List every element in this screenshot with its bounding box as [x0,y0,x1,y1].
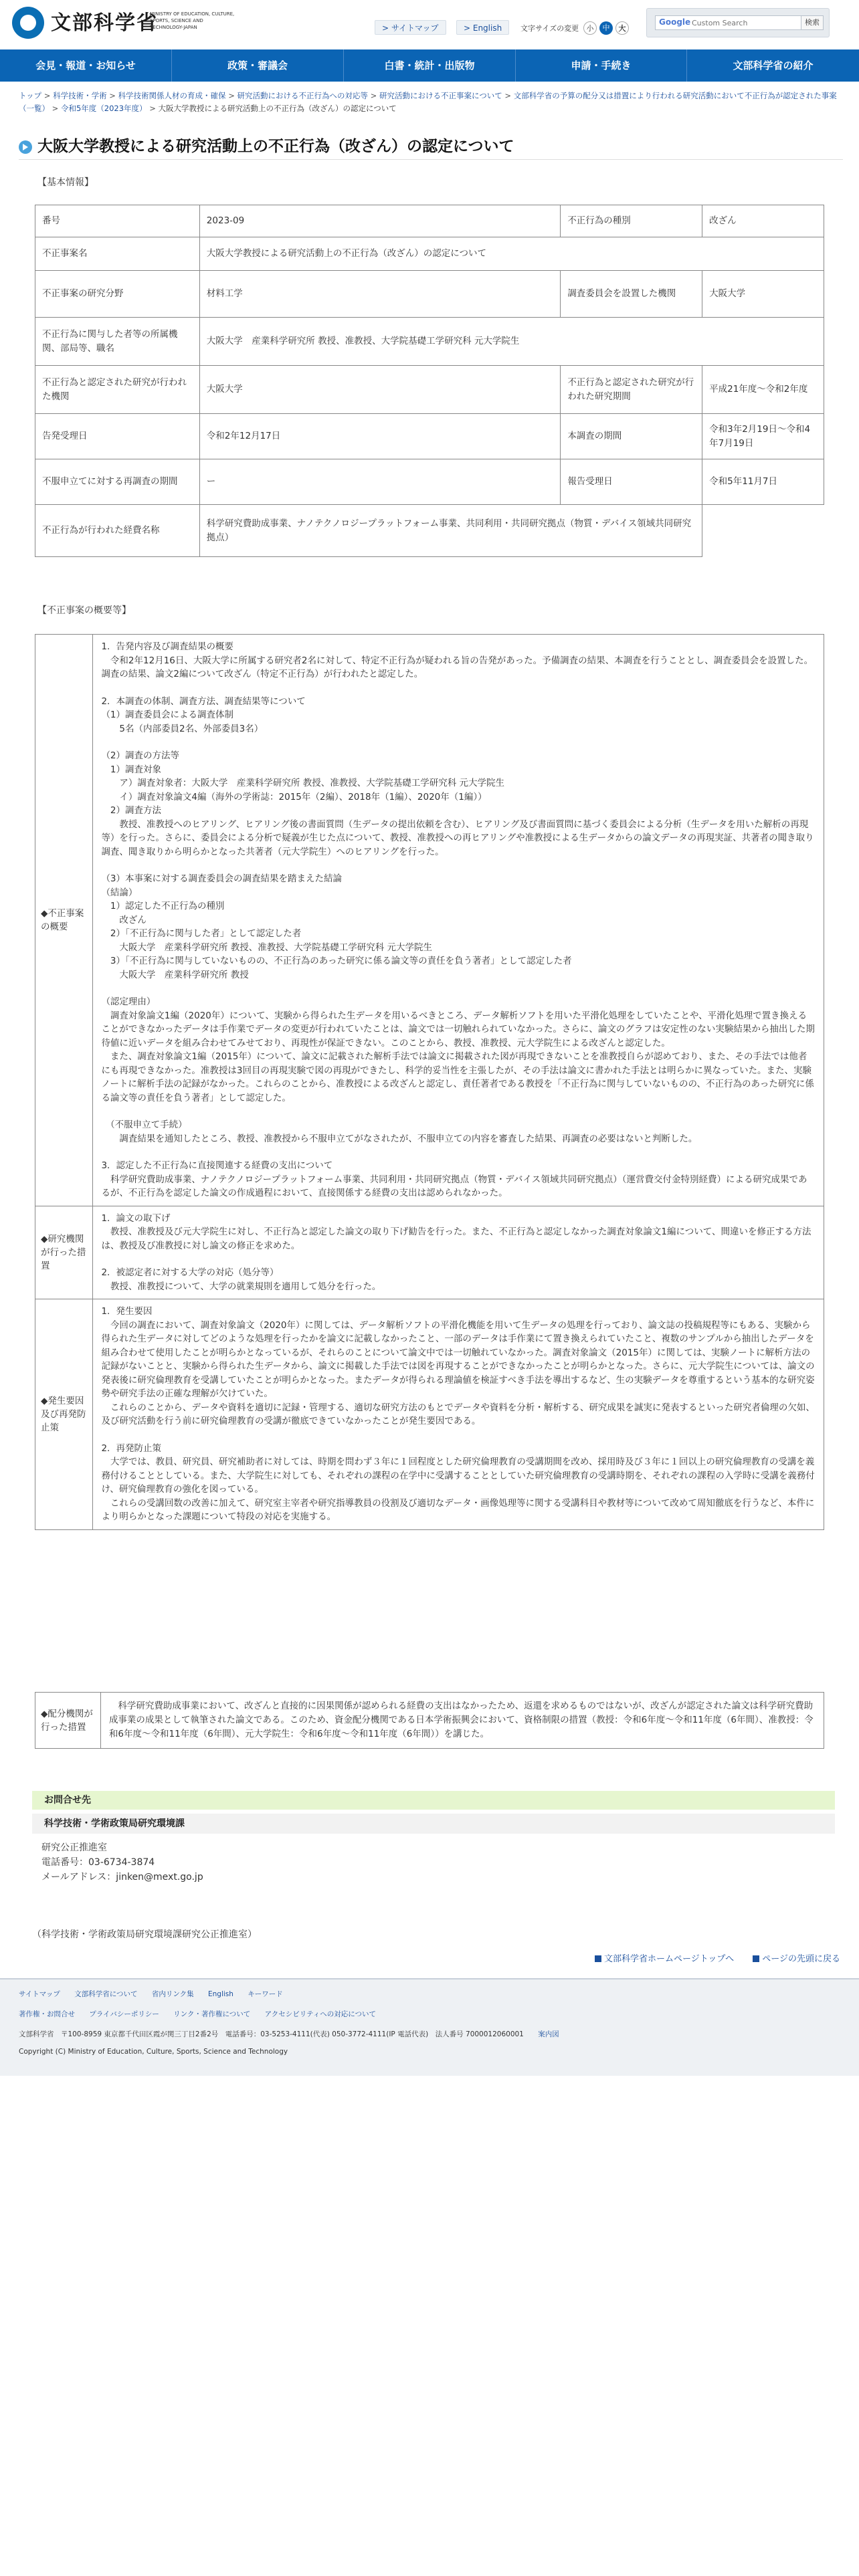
paragraph: 2．再発防止策 [101,1442,162,1454]
breadcrumb-link[interactable]: 科学技術・学術 [53,91,107,100]
footer-links-row2 [19,2009,388,2019]
logo-emblem-icon [12,7,44,39]
contact-phone: 電話番号：03-6734-3874 [41,1857,155,1868]
paragraph-gap [101,1253,816,1266]
paragraph: 3）「不正行為に関与していないものの、不正行為のあった研究に係る論文等の責任を負う著者」として認定した者 [101,956,572,966]
logo-text-jp: 文部科学省 [51,11,158,35]
paragraph: 5名（内部委員2名、外部委員3名） [101,723,264,734]
contact-org: 科学技術・学術政策局研究環境課 [32,1814,835,1834]
copyright: Copyright (C) Ministry of Education, Culture, Sports, Science and Technology [19,2048,288,2056]
contact-office: 研究公正推進室 [41,1842,107,1853]
footer-link[interactable]: キーワード [248,1990,283,1998]
footer-link[interactable]: 省内リンク集 [151,1990,194,1998]
paragraph: 教授、准教授及び元大学院生に対し、不正行為と認定した論文の取り下げ勧告を行った。また、不正行為と認定しなかった調査対象論文1編について、間違いを修正する方法は、教授及び准教授に対し論文の修正を求めた。 [101,1226,812,1251]
footer-link[interactable]: プライバシーポリシー [89,2010,159,2018]
paragraph: 調査結果を通知したところ、教授、准教授から不服申立てがなされたが、不服申立ての内容を審査した結果、再調査の必要はないと判断した。 [101,1133,698,1144]
breadcrumb-link[interactable]: 令和5年度（2023年度） [60,104,147,113]
paragraph: ア）調査対象者：大阪大学 産業科学研究所 教授、准教授、大学院基礎工学研究科 元大学院生 [101,778,505,788]
cell-label: 不正事案の研究分野 [35,271,200,318]
contact-email: メールアドレス：jinken@mext.go.jp [41,1872,203,1883]
paragraph: （2）調査の方法等 [101,750,180,761]
basic-info-label: 【基本情報】 [37,177,94,188]
cell-value: 改ざん [702,205,824,237]
breadcrumb-link[interactable]: 研究活動における不正行為への対応等 [237,91,369,100]
cell-label: 不正事案名 [35,237,200,271]
paragraph: 2）調査方法 [101,805,162,816]
paragraph: 科学研究費助成事業、ナノテクノロジープラットフォーム事業、共同利用・共同研究拠点（物質・デバイス領域共同研究拠点）（運営費交付金特別経費）による研究成果であるが、不正行為を認定した論文の作成過程において、直接関係する経費の支出は認められなかった。 [101,1174,807,1198]
paragraph: 1）調査対象 [101,764,162,775]
font-size-large-button[interactable]: 大 [615,21,629,35]
breadcrumb-link[interactable]: 科学技術関係人材の育成・確保 [118,91,226,100]
nav-policy[interactable]: 政策・審議会 [172,49,344,82]
paragraph: 大学では、教員、研究員、研究補助者に対しては、時期を問わず３年に１回程度とした研究倫理教育の受講期間を改め、採用時及び３年に１回以上の研究倫理教育の受講を義務付けることとしている。また、大学院生に対しても、それぞれの課程の在学中に受講することとしていた研究倫理教育の受講時期を、それぞれの課程の入学時に受講を義務付け、研究倫理教育の強化を図っている。 [101,1457,815,1495]
footer-link[interactable]: English [207,1990,233,1998]
nav-procedures[interactable]: 申請・手続き [516,49,687,82]
causes-body [93,1299,824,1530]
font-size-small-button[interactable]: 小 [583,21,597,35]
paragraph: 3．認定した不正行為に直接関連する経費の支出について [101,1160,333,1171]
page-top-link-text[interactable]: ページの先頭に戻る [762,1954,840,1964]
cell-label: 不正行為に関与した者等の所属機関、部局等、職名 [35,318,200,366]
home-link-text[interactable]: 文部科学省ホームページトップへ [604,1954,735,1964]
breadcrumb-link[interactable]: 文部科学省の予算の配分又は措置により行われる研究活動において不正行為が認定された事案（一覧） [19,91,837,113]
english-link[interactable]: > English [456,20,509,35]
page-links [579,1951,840,1964]
access-map-link[interactable]: 案内図 [538,2030,559,2038]
contact-heading: お問合せ先 [32,1791,835,1810]
paragraph: これらのことから、データや資料を適切に記録・管理する、適切な研究方法のもとでデータや資料を分析・解析する、研究成果を誠実に発表するといった研究者倫理の欠如、及び研究活動を行う前に研究倫理教育の受講が徹底できていなかったことが発生要因である。 [101,1402,815,1426]
title-arrow-icon [19,140,32,154]
page-title [19,134,843,160]
paragraph: 1．告発内容及び調査結果の概要 [101,641,234,652]
site-search [646,8,830,37]
square-arrow-icon [753,1955,759,1962]
paragraph-gap [101,1146,816,1159]
funds-measure-label: ◆配分機関が行った措置 [35,1693,101,1749]
footer-link[interactable]: リンク・著作権について [173,2010,251,2018]
footer-copyright-row [19,2048,300,2056]
paragraph-gap [101,1428,816,1442]
paragraph: （1）調査委員会による調査体制 [101,710,234,720]
logo-text-en: MINISTRY OF EDUCATION, CULTURE, SPORTS, SCIENCE AND TECHNOLOGY-JAPAN [150,11,235,30]
measures-body [93,1206,824,1299]
footer-link[interactable]: サイトマップ [19,1990,60,1998]
contact-details [41,1840,203,1885]
footer-link[interactable]: 著作権・お問合せ [19,2010,75,2018]
cell-value: 科学研究費助成事業、ナノテクノロジープラットフォーム事業、共同利用・共同研究拠点（物質・デバイス領域共同研究拠点） [199,505,702,557]
nav-press[interactable]: 会見・報道・お知らせ [0,49,172,82]
cell-label: 不正行為と認定された研究が行われた研究期間 [561,366,702,414]
cell-label: 不正行為が行われた経費名称 [35,505,200,557]
nav-publications[interactable]: 白書・統計・出版物 [344,49,516,82]
cell-value: 材料工学 [199,271,561,318]
empty-cell [702,505,824,557]
paragraph: 大阪大学 産業科学研究所 教授 [101,969,249,980]
footer-link[interactable]: 文部科学省について [74,1990,138,1998]
cell-value: 令和3年2月19日～令和4年7月19日 [702,414,824,459]
sitemap-link[interactable]: > サイトマップ [375,20,446,35]
nav-about[interactable]: 文部科学省の紹介 [733,60,814,72]
google-brand-text: Google [659,17,691,27]
paragraph: 2．被認定者に対する大学の対応（処分等） [101,1267,279,1278]
paragraph: 2．本調査の体制、調査方法、調査結果等について [101,695,306,707]
site-footer [0,1978,859,2076]
cell-label: 本調査の期間 [561,414,702,459]
cell-value: 大阪大学教授による研究活動上の不正行為（改ざん）の認定について [199,237,824,271]
cell-value: 大阪大学 [199,366,561,414]
paragraph: （認定理由） [101,996,156,1007]
paragraph: （3）本事案に対する調査委員会の調査結果を踏まえた結論 [101,873,343,884]
responsible-office-note: （科学技術・学術政策局研究環境課研究公正推進室） [32,1929,257,1940]
square-arrow-icon [595,1955,601,1962]
paragraph: また、調査対象論文1編（2015年）について、論文に記載された解析手法では論文に掲載された図が再現できないことを准教授自らが認めており、また、その手法では他者にも再現できなかった。准教授は3回目の再現実験で図の再現ができたし、科学的妥当性を主張したが、その手法は論文に書かれた手法とは明らかに異なっていた。また、実験ノートに解析手法の記録がなかった。これらのことから、准教授による改ざんと認定し、責任著者である教授を「不正行為に関与していないものの、不正行為のあった研究に係る論文等の責任を負う著者」として認定した。 [101,1051,814,1103]
paragraph: イ）調査対象論文4編（海外の学術誌：2015年（2編）、2018年（1編）、2020年（1編）） [101,791,487,802]
search-button[interactable]: 検索 [801,15,824,30]
causes-label: ◆発生要因及び再発防止策 [35,1299,93,1530]
paragraph: （結論） [101,887,138,898]
font-size-label: 文字サイズの変更 [520,24,579,33]
footer-address-row [19,2029,571,2039]
paragraph: 今回の調査において、調査対象論文（2020年）に関しては、データ解析ソフトの平滑化機能を用いて生データの処理を行っており、論文誌の投稿規程等にもある、実験から得られた生データに対してどのような処理を行ったかを論文に記載しなかったこと、一部のデータは手作業にて置き換えられていたこと、複数のサンプルから抽出したデータを組み合わせて使用したことが明らかとなっているが、それらのことについて論文中では一切触れていなかった。調査対象論文（2015年）に関しては、実験ノートに解析方法の記録がないことと、実験から得られた生データから、論文に掲載した手法では図を再現することができなかったことが明らかとなった。さらに、元大学院生については、論文の発表後に研究倫理教育を受講していたことが明らかとなった。またデータが得られる理論値を検証すべき手法を導出するなど、生の実験データを尊重するという基本的な研究姿勢や研究手法の正確な理解が欠けていた。 [101,1319,815,1399]
page-top-link[interactable] [753,1951,840,1964]
paragraph: これらの受講回数の改善に加えて、研究室主宰者や研究指導教員の役割及び適切なデータ・画像処理等に関する受講科目や教材等について改めて周知徹底を行うなど、本件により明らかとなった課題について特段の対応を実施する。 [101,1497,815,1522]
home-link[interactable] [595,1951,734,1964]
overview-label: 【不正事案の概要等】 [37,605,131,616]
paragraph: 調査対象論文1編（2020年）について、実験から得られた生データを用いるべきところ、データ解析ソフトを用いた平滑化処理をしていたことや、平滑化処理で置き換えることができなかったデータは手作業でデータの変更が行われていたことは、論文では一切触れられていなかった。さらに、論文のグラフは安定性のない実験結果から抽出した期待値に近いデータを組み合わせてみせており、再現性が保証できない。このことから、教授、准教授、元大学院生による改ざんと認定した。 [101,1010,815,1049]
footer-address: 文部科学省 〒100-8959 東京都千代田区霞が関三丁目2番2号 電話番号：03-5253-4111(代表) 050-3772-4111(IP 電話代表) 法人番号 7000012060001 [19,2030,524,2038]
breadcrumb-link[interactable]: 研究活動における不正事案について [379,91,502,100]
cell-value: 大阪大学 産業科学研究所 教授、准教授、大学院基礎工学研究科 元大学院生 [199,318,824,366]
overview-table [35,634,824,1530]
cell-label: 報告受理日 [561,459,702,505]
cell-label: 不正行為の種別 [561,205,702,237]
paragraph: 令和2年12月16日、大阪大学に所属する研究者2名に対して、特定不正行為が疑われる旨の告発があった。予備調査の結果、本調査を行うこととし、調査委員会を設置した。調査の結果、論文2編について改ざん（特定不正行為）が行われたと認定した。 [101,655,814,679]
paragraph: 大阪大学 産業科学研究所 教授、准教授、大学院基礎工学研究科 元大学院生 [101,942,433,953]
cell-label: 不正行為と認定された研究が行われた機関 [35,366,200,414]
font-size-medium-button[interactable]: 中 [599,21,613,35]
site-header [0,0,859,48]
cell-value: ー [199,459,561,505]
cell-value: 令和5年11月7日 [702,459,824,505]
summary-label: ◆不正事案の概要 [35,635,93,1206]
paragraph: 1）認定した不正行為の種別 [101,901,225,911]
paragraph: 改ざん [101,914,147,926]
cell-label: 不服申立てに対する再調査の期間 [35,459,200,505]
cell-value: 平成21年度～令和2年度 [702,366,824,414]
measures-label: ◆研究機関が行った措置 [35,1206,93,1299]
breadcrumb-link[interactable]: トップ [19,91,42,100]
summary-body [93,635,824,1206]
cell-label: 調査委員会を設置した機関 [561,271,702,318]
paragraph-gap [101,859,816,872]
page-title-text: 大阪大学教授による研究活動上の不正行為（改ざん）の認定について [37,138,514,155]
footer-links-row1 [19,1989,295,1999]
funds-measure-table [35,1692,824,1749]
cell-label: 告発受理日 [35,414,200,459]
paragraph: 教授、准教授へのヒアリング、ヒアリング後の書面質問（生データの提出依頼を含む）、ヒアリング及び書面質問に基づく委員会による分析（生データを用いた解析の再現等）を行った。さらに、委員会による分析で疑義が生じた点について、教授、准教授への再ヒアリングや准教授による生データからの論文データの再現実証、共著者の聞き取り調査、聞き取りから明らかとなった共著者（元大学院生）へのヒアリングを行った。 [101,819,814,857]
paragraph-gap [101,681,816,695]
global-nav [0,49,859,82]
footer-link[interactable]: アクセシビリティへの対応について [264,2010,377,2018]
cell-value: 2023-09 [199,205,561,237]
paragraph-gap [101,1105,816,1118]
paragraph: 1．発生要因 [101,1306,153,1317]
cell-value: 令和2年12月17日 [199,414,561,459]
paragraph: 2）「不正行為に関与した者」として認定した者 [101,928,302,939]
breadcrumb-current: 大阪大学教授による研究活動上の不正行為（改ざん）の認定について [158,104,397,113]
paragraph: 1．論文の取下げ [101,1212,171,1224]
paragraph: 教授、准教授について、大学の就業規則を適用して処分を行った。 [101,1281,381,1292]
basic-info-table [35,205,824,557]
paragraph: （不服申立て手続） [101,1119,187,1130]
google-brand-label [659,17,690,27]
paragraph-gap [101,982,816,995]
funds-measure-body: 科学研究費助成事業において、改ざんと直接的に因果関係が認められる経費の支出はなかったため、返還を求めるものではないが、改ざんが認定された論文は科学研究費助成事業の成果として執筆された論文である。このため、資金配分機関である日本学術振興会において、資格制限の措置（教授：令和6年度～令和11年度（6年間）、准教授：令和6年度～令和11年度（6年間）、元大学院生：令和6年度～令和11年度（6年間））を講じた。 [100,1693,824,1749]
cell-value: 大阪大学 [702,271,824,318]
cell-label: 番号 [35,205,200,237]
breadcrumb: トップ > 科学技術・学術 > 科学技術関係人材の育成・確保 > 研究活動における不正行為への対応等 > 研究活動における不正事案について > 文部科学省の予算の配分又は措置により行われる研究活動において不正行為が認定された事案（一覧） > 令和5年度（2023年度） > 大阪大学教授による研究活動上の不正行為（改ざん）の認定について [19,91,837,113]
paragraph-gap [101,736,816,749]
site-logo[interactable] [12,7,233,40]
